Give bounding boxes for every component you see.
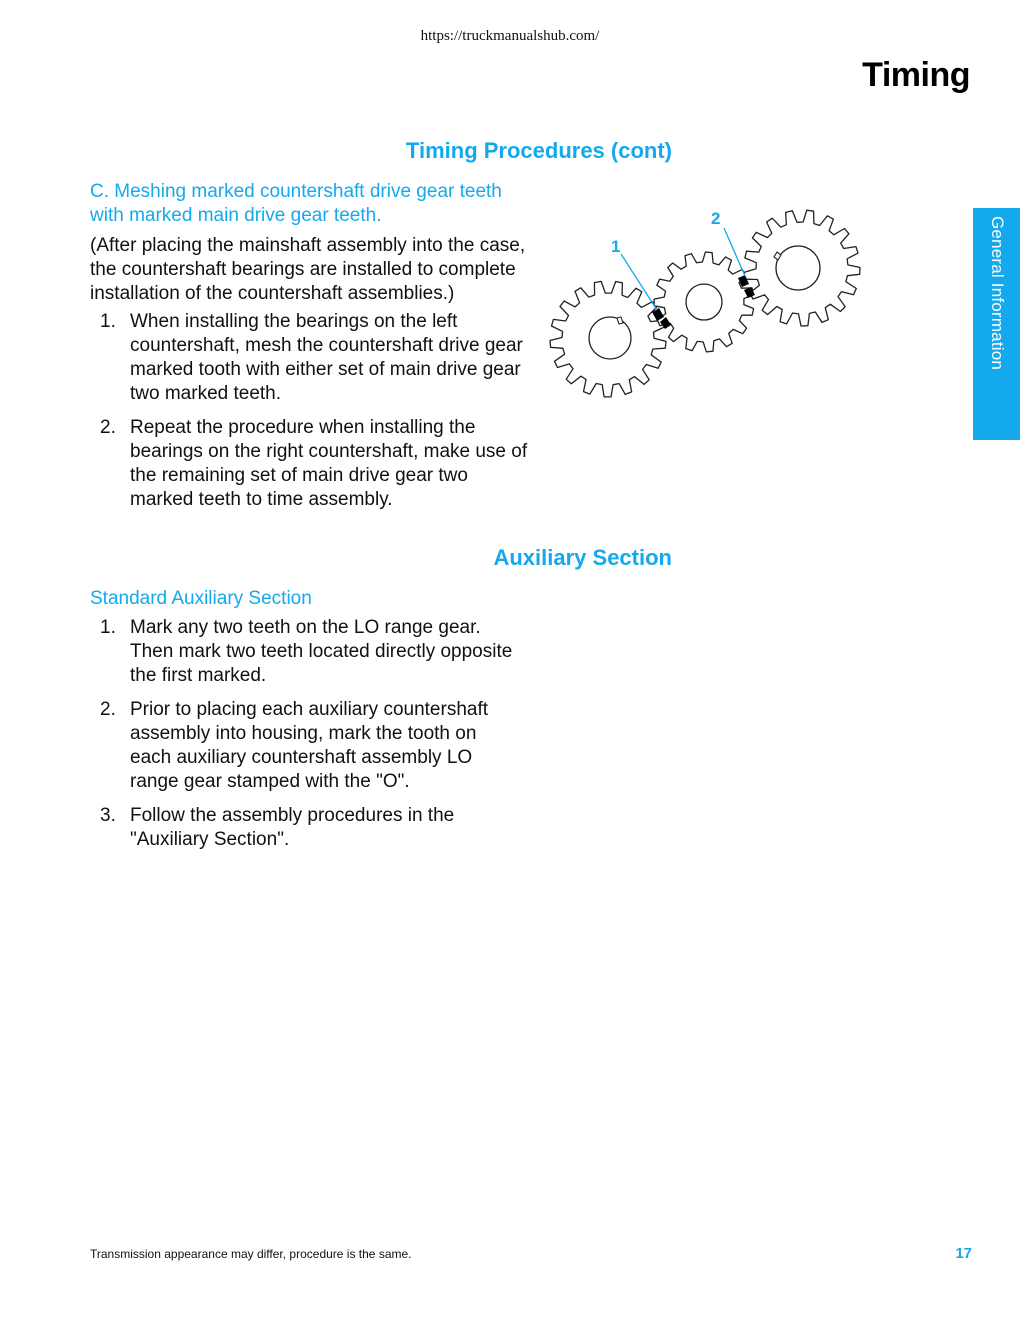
step-number: 1.: [100, 311, 116, 332]
right-gear-bore: [776, 246, 820, 290]
step-number: 2.: [100, 699, 116, 720]
step-number: 3.: [100, 805, 116, 826]
gear-timing-diagram: [540, 195, 870, 415]
step-text: Follow the assembly procedures in the "Auxiliary Section".: [130, 805, 455, 850]
callout-2-label: 2: [711, 209, 721, 228]
step-text: When installing the bearings on the left countershaft, mesh the countershaft drive gear marked tooth with either set of main drive gear two marked teeth.: [130, 311, 523, 404]
callout-1-label: 1: [611, 237, 621, 256]
list-item: [90, 310, 530, 406]
list-item: [90, 698, 520, 794]
source-url: https://truckmanualshub.com/: [420, 28, 600, 44]
list-item: [90, 804, 520, 852]
auxiliary-subheading: Standard Auxiliary Section: [90, 588, 312, 609]
page-number: 17: [955, 1245, 972, 1262]
section-tab-label: General Information: [988, 216, 1007, 371]
center-gear-bore: [686, 284, 722, 320]
list-item: [90, 416, 530, 512]
step-number: 2.: [100, 417, 116, 438]
auxiliary-heading: Auxiliary Section: [493, 545, 672, 570]
list-item: [90, 616, 520, 688]
timing-heading: Timing Procedures (cont): [405, 138, 672, 163]
timing-subheading: C. Meshing marked countershaft drive gear teeth with marked main drive gear teeth.: [90, 181, 502, 226]
step-number: 1.: [100, 617, 116, 638]
timing-intro: (After placing the mainshaft assembly into the case, the countershaft bearings are installed to complete installation of the countershaft assemblies.): [90, 235, 526, 304]
step-text: Prior to placing each auxiliary countershaft assembly into housing, mark the tooth on each auxiliary countershaft assembly LO range gear stamped with the "O".: [130, 699, 489, 792]
footer-note: Transmission appearance may differ, procedure is the same.: [90, 1247, 412, 1261]
page-title: Timing: [862, 56, 970, 94]
left-gear-bore: [589, 317, 631, 359]
timing-steps: [90, 310, 530, 522]
step-text: Mark any two teeth on the LO range gear. Then mark two teeth located directly opposite the first marked.: [130, 617, 513, 686]
step-text: Repeat the procedure when installing the bearings on the right countershaft, make use of the remaining set of main drive gear two marked teeth to time assembly.: [130, 417, 528, 510]
auxiliary-steps: [90, 616, 520, 862]
